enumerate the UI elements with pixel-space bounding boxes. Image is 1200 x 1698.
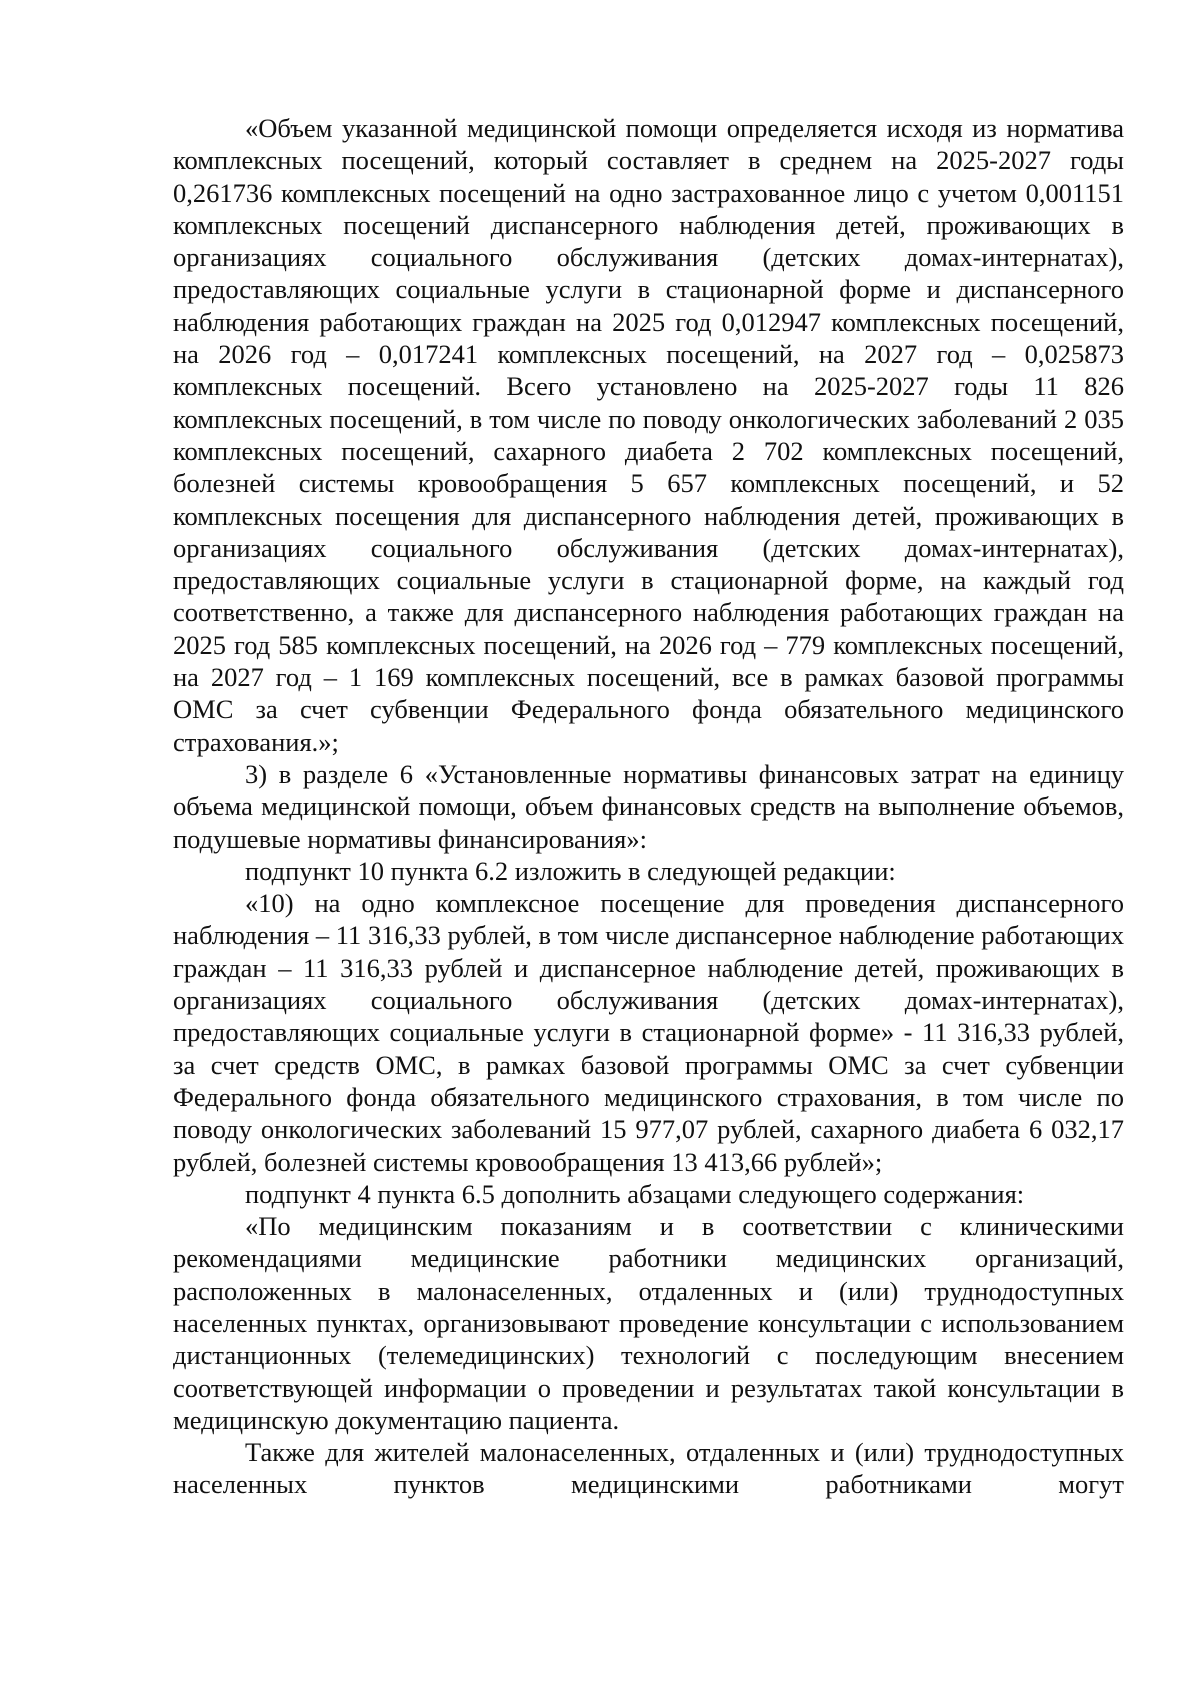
paragraph-subitem-4: подпункт 4 пункта 6.5 дополнить абзацами следующего содержания: [245, 1178, 1025, 1209]
paragraph-volume-norms: «Объем указанной медицинской помощи определяется исходя из норматива комплексных посещений, который составляет в среднем на 2025-2027 годы 0,261736 комплексных посещений на одно застрахованное лицо с учетом 0,001151 комплексных посещений диспансерного наблюдения детей, проживающих в организациях социального обслуживания (детских домах-интернатах), предоставляющих социальные услуги в стационарной форме и диспансерного наблюдения работающих граждан на 2025 год 0,012947 комплексных посещений, на 2026 год – 0,017241 комплексных посещений, на 2027 год – 0,025873 комплексных посещений. Всего установлено на 2025-2027 годы 11 826 комплексных посещений, в том числе по поводу онкологических заболеваний 2 035 комплексных посещений, сахарного диабета 2 702 комплексных посещений, болезней системы кровообращения 5 657 комплексных посещений, и 52 комплексных посещения для диспансерного наблюдения детей, проживающих в организациях социального обслуживания (детских домах-интернатах), предоставляющих социальные услуги в стационарной форме, на каждый год соответственно, а также для диспансерного наблюдения работающих граждан на 2025 год 585 комплексных посещений, на 2026 год – 779 комплексных посещений, на 2027 год – 1 169 комплексных посещений, все в рамках базовой программы ОМС за счет субвенции Федерального фонда обязательного медицинского страхования.»; [173, 113, 1124, 757]
paragraph-remote-residents: Также для жителей малонаселенных, отдаленных и (или) труднодоступных населенных пунктов медицинскими работниками могут [173, 1437, 1124, 1500]
paragraph-subitem-10: подпункт 10 пункта 6.2 изложить в следующей редакции: [245, 855, 896, 886]
paragraph-cost-per-visit: «10) на одно комплексное посещение для проведения диспансерного наблюдения – 11 316,33 рублей, в том числе диспансерное наблюдение работающих граждан – 11 316,33 рублей и диспансерное наблюдение детей, проживающих в организациях социального обслуживания (детских домах-интернатах), предоставляющих социальные услуги в стационарной форме» - 11 316,33 рублей, за счет средств ОМС, в рамках базовой программы ОМС за счет субвенции Федерального фонда обязательного медицинского страхования, в том числе по поводу онкологических заболеваний 15 977,07 рублей, сахарного диабета 6 032,17 рублей, болезней системы кровообращения 13 413,66 рублей»; [173, 888, 1124, 1177]
paragraph-section-6: 3) в разделе 6 «Установленные нормативы финансовых затрат на единицу объема медицинской помощи, объем финансовых средств на выполнение объемов, подушевые нормативы финансирования»: [173, 758, 1124, 854]
document-body [173, 112, 1124, 1501]
paragraph-telemedicine: «По медицинским показаниям и в соответствии с клиническими рекомендациями медицинские работники медицинских организаций, расположенных в малонаселенных, отдаленных и (или) труднодоступных населенных пунктах, организовывают проведение консультации с использованием дистанционных (телемедицинских) технологий с последующим внесением соответствующей информации о проведении и результатах такой консультации в медицинскую документацию пациента. [173, 1211, 1124, 1435]
